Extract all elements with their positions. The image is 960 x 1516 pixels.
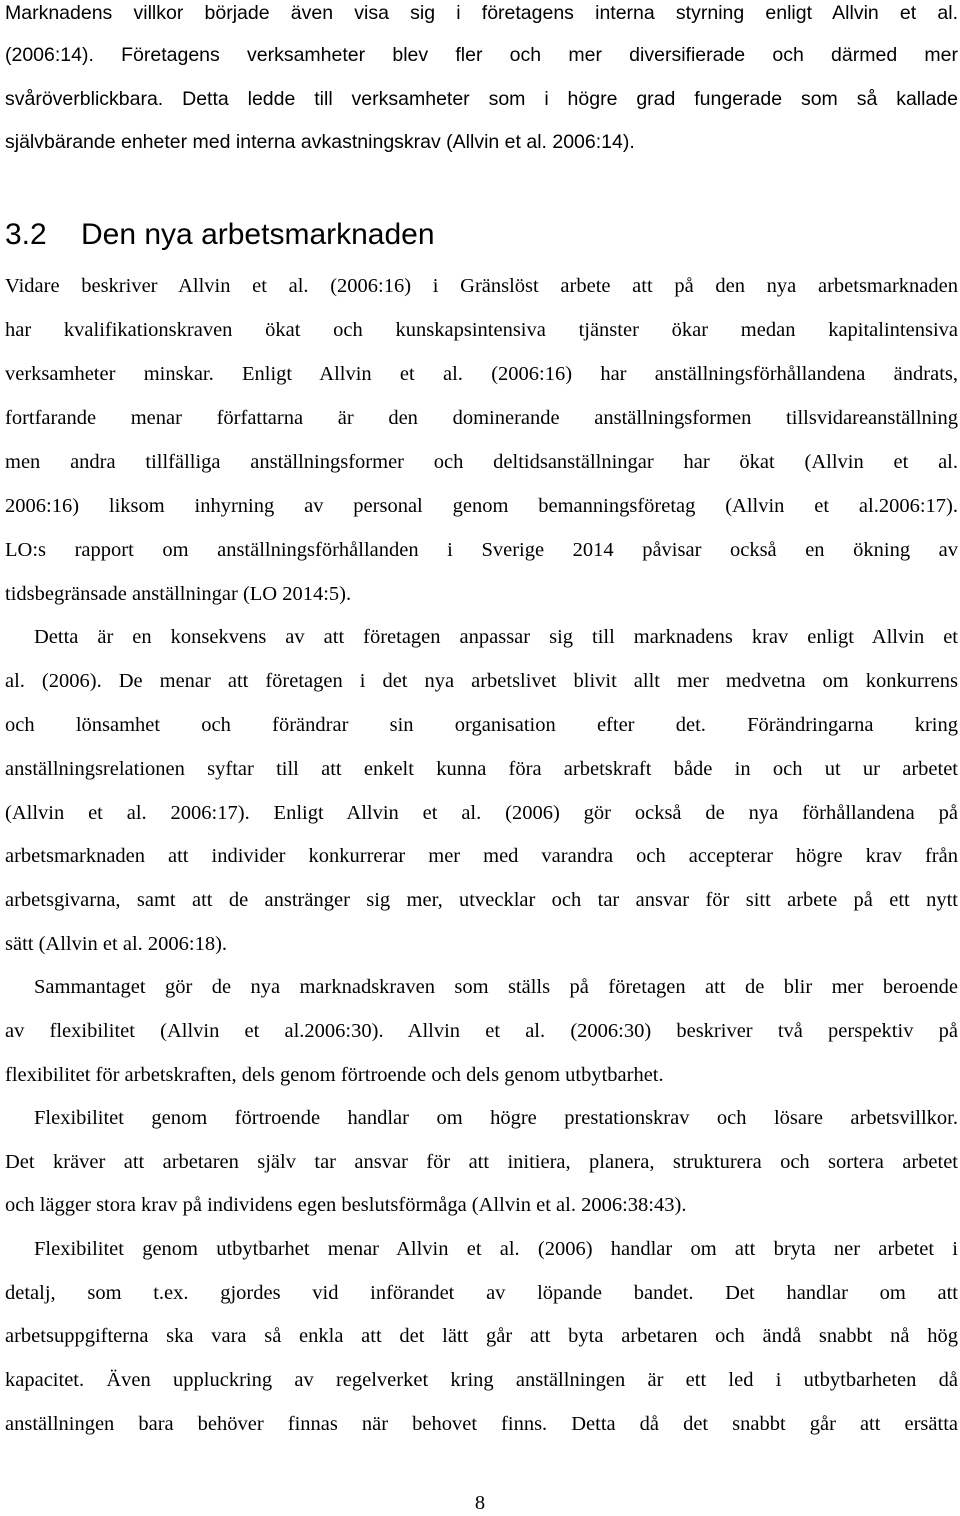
section-heading xyxy=(5,213,435,257)
text-line: fortfarande menar författarna är den dominerande anställningsformen tillsvidareanställning xyxy=(5,407,958,429)
text-line: och lönsamhet och förändrar sin organisation efter det. Förändringarna kring xyxy=(5,714,958,736)
text-line: al. (2006). De menar att företagen i det nya arbetslivet blivit allt mer medvetna om konkurrens xyxy=(5,670,958,692)
text-line: 2006:16) liksom inhyrning av personal genom bemanningsföretag (Allvin et al.2006:17). xyxy=(5,495,958,517)
text-line: arbetsuppgifterna ska vara så enkla att det lätt går att byta arbetaren och ändå snabbt nå hög xyxy=(5,1325,958,1347)
text-line: anställningen bara behöver finnas när behovet finns. Detta då det snabbt går att ersätta xyxy=(5,1413,958,1435)
text-line: flexibilitet för arbetskraften, dels genom förtroende och dels genom utbytbarhet. xyxy=(5,1064,664,1086)
text-line: LO:s rapport om anställningsförhållanden i Sverige 2014 påvisar också en ökning av xyxy=(5,539,958,561)
text-line: och lägger stora krav på individens egen beslutsförmåga (Allvin et al. 2006:38:43). xyxy=(5,1194,687,1216)
text-line: arbetsmarknaden att individer konkurrerar mer med varandra och accepterar högre krav från xyxy=(5,845,958,867)
text-line: Detta är en konsekvens av att företagen anpassar sig till marknadens krav enligt Allvin et xyxy=(34,626,958,648)
text-line: har kvalifikationskraven ökat och kunskapsintensiva tjänster ökar medan kapitalintensiva xyxy=(5,319,958,341)
text-line: Sammantaget gör de nya marknadskraven som ställs på företagen att de blir mer beroende xyxy=(34,976,958,998)
text-line: av flexibilitet (Allvin et al.2006:30). Allvin et al. (2006:30) beskriver två perspektiv på xyxy=(5,1020,958,1042)
section-title: Den nya arbetsmarknaden xyxy=(81,218,435,251)
text-line: (2006:14). Företagens verksamheter blev fler och mer diversifierade och därmed mer xyxy=(5,44,958,66)
text-line: Flexibilitet genom utbytbarhet menar Allvin et al. (2006) handlar om att bryta ner arbetet i xyxy=(34,1238,958,1260)
text-line: Det kräver att arbetaren själv tar ansvar för att initiera, planera, strukturera och sortera arbetet xyxy=(5,1151,958,1173)
text-line: Flexibilitet genom förtroende handlar om högre prestationskrav och lösare arbetsvillkor. xyxy=(34,1107,958,1129)
text-line: tidsbegränsade anställningar (LO 2014:5). xyxy=(5,583,352,605)
document-page xyxy=(5,0,960,1515)
text-line: detalj, som t.ex. gjordes vid införandet av löpande bandet. Det handlar om att xyxy=(5,1282,958,1304)
text-line: kapacitet. Även uppluckring av regelverket kring anställningen är ett led i utbytbarheten då xyxy=(5,1369,958,1391)
section-number: 3.2 xyxy=(5,218,47,251)
text-line: men andra tillfälliga anställningsformer och deltidsanställningar har ökat (Allvin et al. xyxy=(5,451,958,473)
text-line: självbärande enheter med interna avkastningskrav (Allvin et al. 2006:14). xyxy=(5,131,635,153)
text-line: verksamheter minskar. Enligt Allvin et al. (2006:16) har anställningsförhållandena ändrats, xyxy=(5,363,958,385)
page-number: 8 xyxy=(474,1492,486,1514)
text-line: sätt (Allvin et al. 2006:18). xyxy=(5,933,228,955)
text-line: (Allvin et al. 2006:17). Enligt Allvin et al. (2006) gör också de nya förhållandena på xyxy=(5,802,958,824)
text-line: arbetsgivarna, samt att de anstränger sig mer, utvecklar och tar ansvar för sitt arbete på ett nytt xyxy=(5,889,958,911)
text-line: Vidare beskriver Allvin et al. (2006:16) i Gränslöst arbete att på den nya arbetsmarknaden xyxy=(5,275,958,297)
text-line: svåröverblickbara. Detta ledde till verksamheter som i högre grad fungerade som så kallade xyxy=(5,88,958,110)
text-line: Marknadens villkor började även visa sig i företagens interna styrning enligt Allvin et al. xyxy=(5,2,958,24)
text-line: anställningsrelationen syftar till att enkelt kunna föra arbetskraft både in och ut ur arbetet xyxy=(5,758,958,780)
